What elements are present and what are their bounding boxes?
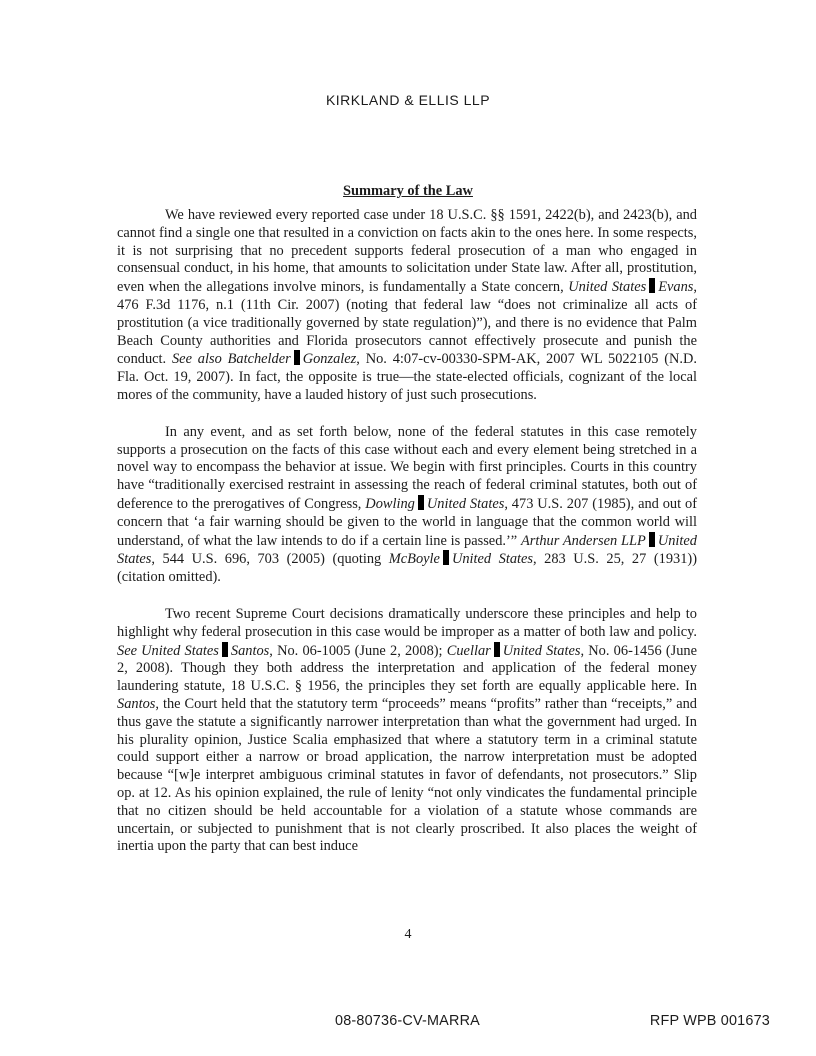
text-run: , No. 06-1456 (June 2, 2008). Though they both address the interpretation and application of the federal money laundering statute, 18 U.S.C. § 1956, the principles they set forth are equally applicable here. In	[117, 642, 698, 695]
case-citation: United States	[117, 532, 697, 568]
redaction-mark	[443, 550, 449, 565]
redaction-mark	[418, 495, 424, 510]
redaction-mark	[222, 642, 228, 657]
redaction-mark	[649, 278, 655, 293]
redaction-mark	[649, 532, 655, 547]
case-citation: United States	[426, 495, 505, 512]
case-citation: Gonzalez	[302, 351, 357, 368]
case-citation: Dowling	[365, 495, 415, 512]
case-citation: Santos	[230, 642, 270, 659]
case-citation: Cuellar	[446, 642, 491, 659]
firm-letterhead: KIRKLAND & ELLIS LLP	[325, 92, 491, 108]
paragraph-1	[117, 207, 697, 405]
case-citation: McBoyle	[388, 551, 440, 568]
redaction-mark	[294, 350, 300, 365]
redaction-mark	[494, 642, 500, 657]
case-citation: Evans	[658, 279, 694, 296]
case-citation: Santos	[117, 695, 156, 712]
bates-number-footer: RFP WPB 001673	[649, 1013, 770, 1029]
page-number: 4	[404, 927, 412, 942]
body-text	[117, 207, 697, 875]
text-run: , No. 4:07-cv-00330-SPM-AK, 2007 WL 5022105 (N.D. Fla. Oct. 19, 2007). In fact, the opposite is true—the state-elected officials, cognizant of the local mores of the community, have a lauded history of just such prosecutions.	[117, 351, 697, 403]
case-citation: United States	[568, 279, 647, 296]
case-number-footer: 08-80736-CV-MARRA	[335, 1013, 480, 1029]
section-heading: Summary of the Law	[343, 183, 473, 199]
text-run: In any event, and as set forth below, none of the federal statutes in this case remotely supports a prosecution on the facts of this case without each and every element being stretched in a novel way to encompass the behavior at issue. We begin with first principles. Courts in this country have “traditionally exercised restraint in assessing the reach of federal criminal statutes, both out of deference to the prerogatives of Congress,	[117, 423, 697, 512]
paragraph-3	[117, 606, 697, 856]
text-run: , 473 U.S. 207 (1985), and out of concern that ‘a fair warning should be given to the world in language that the common world will understand, of what the law intends to do if a certain line is passed.’”	[117, 495, 698, 549]
text-run: We have reviewed every reported case under 18 U.S.C. §§ 1591, 2422(b), and 2423(b), and cannot find a single one that resulted in a conviction on facts akin to the ones here. In some respects, it is not surprising that no precedent supports federal prosecution of a man who engaged in consensual conduct, in his home, that amounts to solicitation under State law. After all, prostitution, even when the allegations involve minors, is fundamentally a State concern,	[117, 207, 697, 296]
case-citation: Arthur Andersen LLP	[520, 532, 646, 549]
case-citation: See United States	[117, 642, 219, 659]
text-run: , 476 F.3d 1176, n.1 (11th Cir. 2007) (noting that federal law “does not criminalize all acts of prostitution (a vice traditionally governed by state regulation)”), and there is no evidence that Palm Beach County authorities and Florida prosecutors cannot effectively prosecute and punish the conduct.	[117, 279, 697, 368]
case-citation: United States	[451, 551, 534, 568]
text-run: , the Court held that the statutory term “proceeds” means “profits” rather than “receipts,” and thus gave the statute a significantly narrower interpretation than what the government had urged. In his plurality opinion, Justice Scalia emphasized that where a statutory term in a criminal statute could support either a narrow or broad application, the narrow interpretation must be adopted because “[w]e interpret ambiguous criminal statutes in favor of defendants, not prosecutors.” Slip op. at 12. As his opinion explained, the rule of lenity “not only vindicates the fundamental principle that no citizen should be held accountable for a violation of a statute whose commands are uncertain, or subjected to punishment that is not clearly proscribed. It also places the weight of inertia upon the party that can best induce	[117, 695, 697, 855]
case-citation: United States	[502, 642, 581, 659]
text-run: , 283 U.S. 25, 27 (1931)) (citation omitted).	[117, 551, 697, 586]
paragraph-2	[117, 424, 697, 587]
text-run: Two recent Supreme Court decisions dramatically underscore these principles and help to highlight why federal prosecution in this case would be improper as a matter of both law and policy.	[117, 605, 697, 640]
text-run: , No. 06-1005 (June 2, 2008);	[269, 642, 447, 659]
text-run: , 544 U.S. 696, 703 (2005) (quoting	[151, 551, 389, 568]
case-citation: See also Batchelder	[171, 351, 291, 368]
